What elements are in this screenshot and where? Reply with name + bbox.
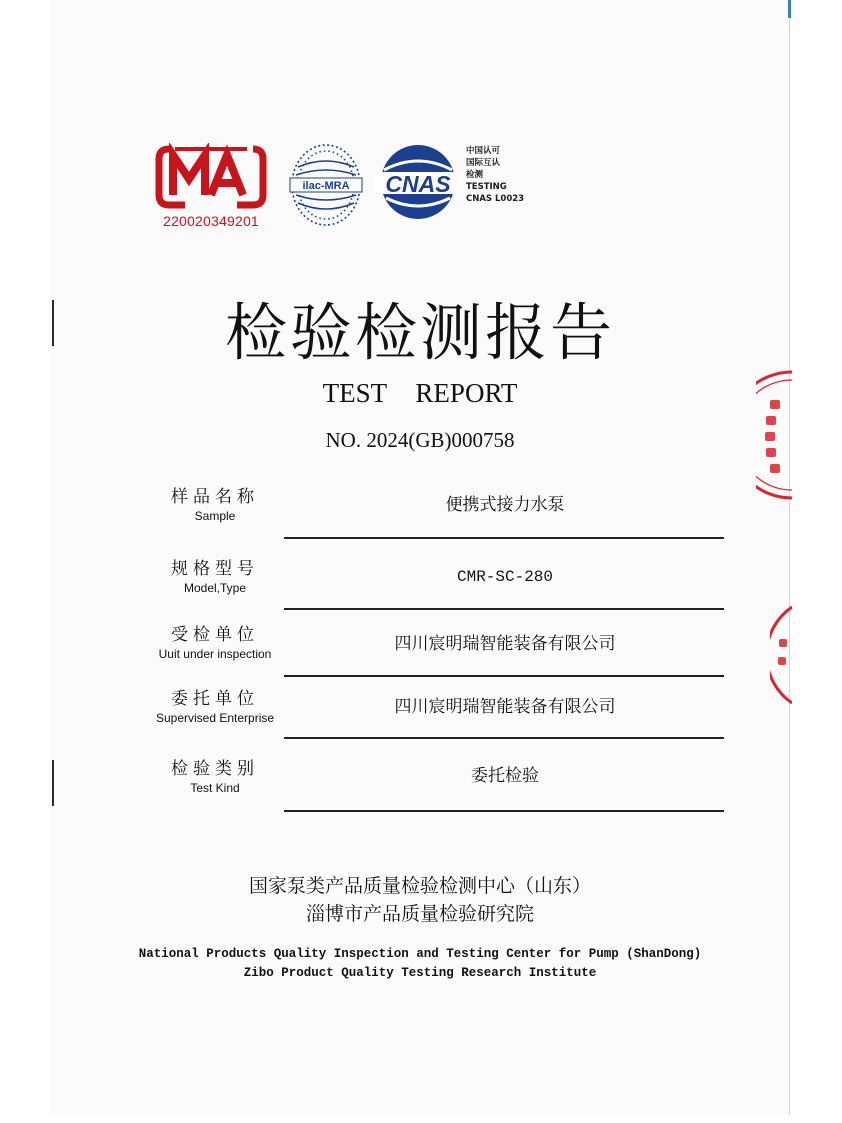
field-underline	[284, 537, 724, 539]
cma-number: 220020349201	[163, 213, 259, 229]
field-label-en: Supervised Enterprise	[155, 711, 275, 725]
report-title-cn: 检验检测报告	[224, 296, 615, 369]
field-underline	[284, 608, 724, 610]
field-label-en: Model,Type	[183, 581, 247, 595]
field-value-inspected-unit: 四川宸明瑞智能装备有限公司	[394, 634, 616, 654]
field-value-sample: 便携式接力水泵	[445, 495, 565, 515]
field-label-sample	[130, 486, 300, 524]
official-seal-fragment	[756, 370, 792, 500]
cma-logo	[155, 143, 267, 233]
cma-mark-icon	[155, 143, 267, 211]
field-label-cn: 检验类别	[171, 759, 259, 779]
margin-mark	[52, 760, 54, 806]
cnas-line: 检测	[466, 170, 484, 180]
field-label-model	[130, 558, 300, 596]
cnas-line: 国际互认	[466, 158, 501, 168]
cnas-logo	[374, 144, 462, 220]
field-underline	[284, 737, 724, 739]
field-underline	[284, 675, 724, 677]
ilac-mark-text: ilac-MRA	[302, 180, 350, 192]
field-label-cn: 受检单位	[171, 625, 259, 645]
ilac-mra-logo	[288, 135, 364, 231]
report-number: NO. 2024(GB)000758	[325, 428, 515, 452]
issuer-institute-en: Zibo Product Quality Testing Research Institute	[243, 966, 597, 980]
field-value-client: 四川宸明瑞智能装备有限公司	[394, 697, 616, 717]
field-label-cn: 委托单位	[171, 689, 259, 709]
cnas-globe-icon	[374, 144, 462, 220]
field-underline	[284, 810, 724, 812]
issuer-name-en: National Products Quality Inspection and Testing Center for Pump (ShanDong)	[138, 947, 702, 961]
field-label-en: Sample	[194, 509, 236, 523]
field-label-test-kind	[130, 758, 300, 796]
field-label-cn: 样品名称	[171, 487, 259, 507]
cnas-mark-text: CNAS	[385, 171, 451, 197]
cnas-accreditation-text	[466, 145, 546, 205]
cnas-line: 中国认可	[466, 146, 501, 156]
field-label-en: Uuit under inspection	[158, 647, 272, 661]
field-value-test-kind: 委托检验	[471, 766, 539, 786]
report-title-en: TEST REPORT	[322, 378, 518, 408]
field-label-en: Test Kind	[190, 781, 240, 795]
cnas-line: CNAS L0023	[466, 194, 525, 204]
issuer-institute-cn: 淄博市产品质量检验研究院	[305, 903, 534, 925]
issuer-name-cn: 国家泵类产品质量检验检测中心（山东）	[248, 875, 591, 897]
margin-mark	[52, 300, 54, 346]
official-seal-fragment	[770, 605, 792, 705]
field-value-model: CMR-SC-280	[456, 568, 553, 586]
page-edge-stripe	[788, 0, 791, 18]
ilac-globe-icon	[288, 135, 364, 231]
field-label-inspected-unit	[130, 624, 300, 662]
cnas-line: TESTING	[466, 182, 507, 192]
field-label-client	[130, 688, 300, 726]
field-label-cn: 规格型号	[171, 559, 259, 579]
